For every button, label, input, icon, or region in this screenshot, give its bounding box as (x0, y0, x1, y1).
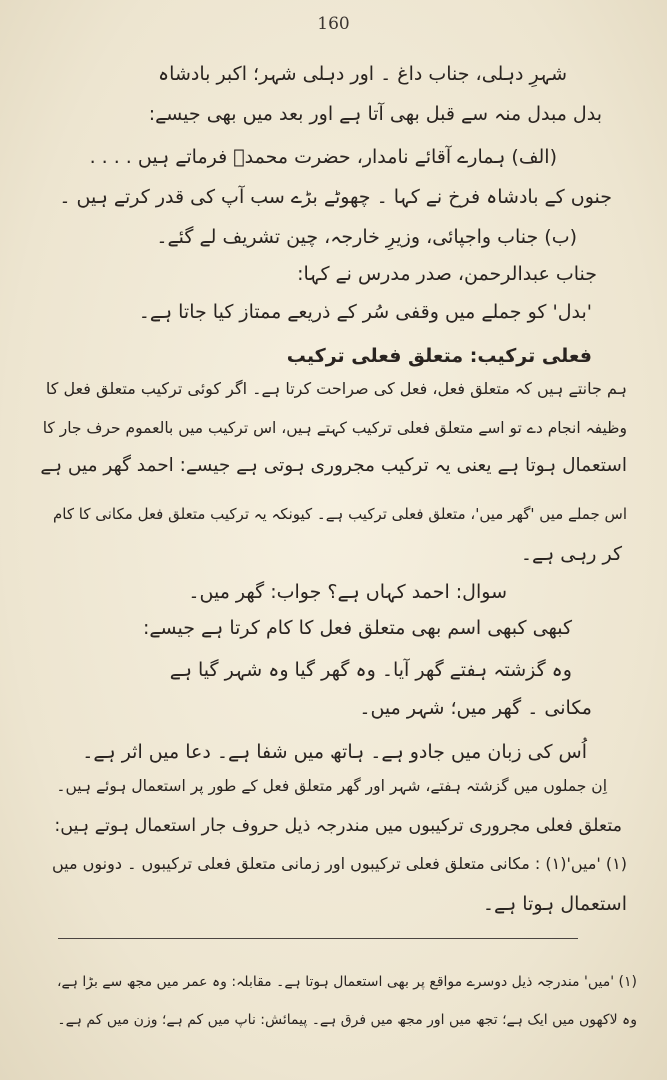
body-line-18: اِن جملوں میں گزشتہ ہفتے، شہر اور گھر متعلق فعل کے طور پر استعمال ہوئے ہیں۔ (56, 777, 607, 795)
body-line-12: کر رہی ہے۔ (520, 543, 622, 565)
body-line-16: مکانی ۔ گھر میں؛ شہر میں۔ (359, 697, 592, 719)
body-line-19: متعلق فعلی مجروری ترکیبوں میں مندرجہ ذیل حروف جار استعمال ہوتے ہیں: (54, 816, 622, 836)
footnote-line-2: وہ لاکھوں میں ایک ہے؛ تجھ میں اور مجھ میں فرق ہے۔ پیمائش: ناپ میں کم ہے؛ وزن میں کم ہے۔ (57, 1012, 637, 1028)
body-line-3: (الف) ہمارے آقائے نامدار، حضرت محمدؐ فرماتے ہیں . . . . (89, 146, 557, 168)
section-heading: فعلی ترکیب: متعلق فعلی ترکیب (286, 345, 592, 367)
body-line-15: وہ گزشتہ ہفتے گھر آیا۔ وہ گھر گیا وہ شہر گیا ہے (169, 659, 572, 681)
body-line-14: کبھی کبھی اسم بھی متعلق فعل کا کام کرتا ہے جیسے: (143, 617, 572, 639)
body-line-11: اس جملے میں 'گھر میں'، متعلق فعلی ترکیب ہے۔ کیونکہ یہ ترکیب متعلق فعل مکانی کا کام (53, 505, 627, 523)
body-line-9: وظیفہ انجام دے تو اسے متعلق فعلی ترکیب کہتے ہیں، اس ترکیب میں بالعموم حرف جار کا (42, 419, 627, 437)
body-line-13: سوال: احمد کہاں ہے؟ جواب: گھر میں۔ (188, 581, 507, 603)
body-line-20: (۱) 'میں'(۱) : مکانی متعلق فعلی ترکیبوں اور زمانی متعلق فعلی ترکیبوں ۔ دونوں میں (52, 854, 627, 873)
body-line-17: اُس کی زبان میں جادو ہے۔ ہاتھ میں شفا ہے۔ دعا میں اثر ہے۔ (82, 741, 587, 763)
body-line-10: استعمال ہوتا ہے یعنی یہ ترکیب مجروری ہوتی ہے جیسے: احمد گھر میں ہے (40, 455, 627, 476)
body-line-5: (ب) جناب واجپائی، وزیرِ خارجہ، چین تشریف لے گئے۔ (156, 226, 577, 248)
body-line-7: 'بدل' کو جملے میں وقفی سُر کے ذریعے ممتاز کیا جاتا ہے۔ (138, 301, 592, 323)
footnote-divider (58, 938, 578, 939)
body-line-8: ہم جانتے ہیں کہ متعلق فعل، فعل کی صراحت کرتا ہے۔ اگر کوئی ترکیب متعلق فعل کا (45, 379, 627, 398)
footnote-line-1: (۱) 'میں' مندرجہ ذیل دوسرے مواقع پر بھی استعمال ہوتا ہے۔ مقابلہ: وہ عمر میں مجھ سے بڑا ہے، (56, 974, 637, 990)
page-number: 160 (317, 14, 350, 34)
body-line-21: استعمال ہوتا ہے۔ (482, 893, 627, 915)
body-line-4: جنوں کے بادشاہ فرخ نے کہا ۔ چھوٹے بڑے سب آپ کی قدر کرتے ہیں ۔ (59, 186, 612, 208)
body-line-2: بدل مبدل منہ سے قبل بھی آتا ہے اور بعد میں بھی جیسے: (148, 103, 602, 125)
body-line-1: شہرِ دہلی، جناب داغ ۔ اور دہلی شہر؛ اکبر بادشاہ (158, 63, 567, 85)
body-line-6: جناب عبدالرحمن، صدر مدرس نے کہا: (297, 263, 597, 285)
